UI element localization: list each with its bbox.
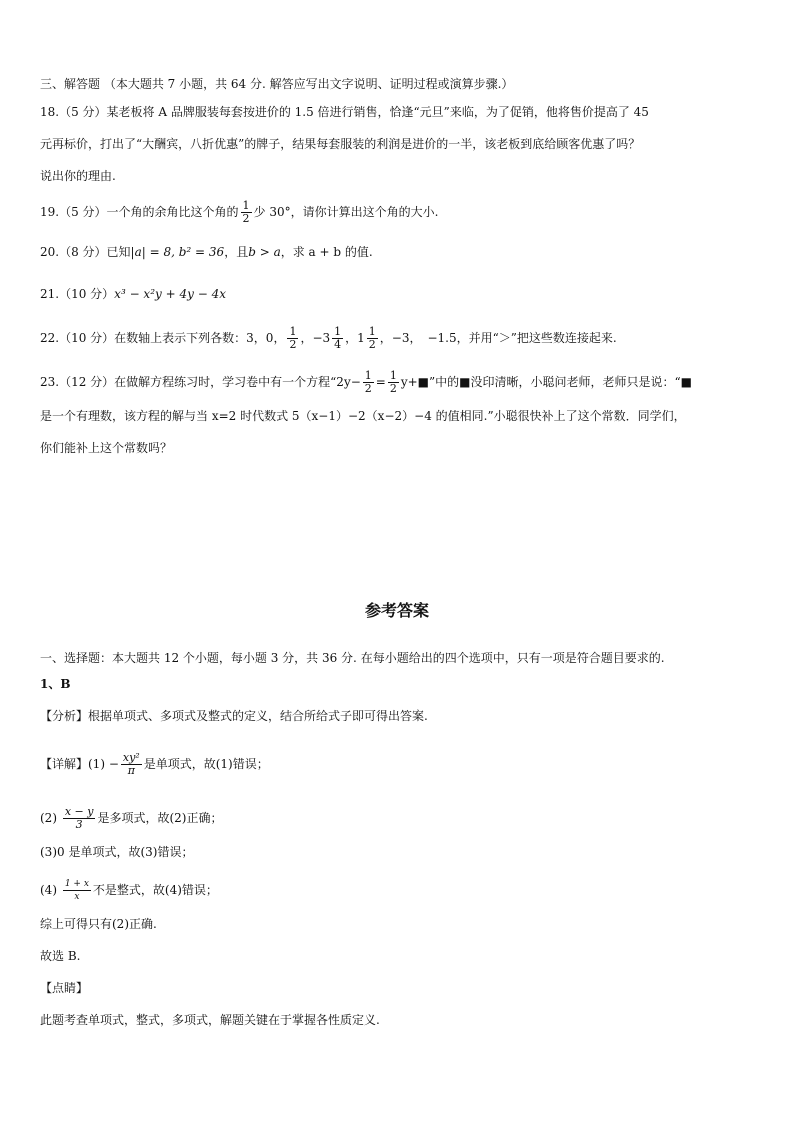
q19-post: 少 30°，请你计算出这个角的大小. (253, 205, 439, 219)
q22-frac3-num: 1 (368, 325, 376, 338)
q20 (40, 244, 754, 260)
answer-choice: 故选 B. (40, 949, 81, 963)
q22-frac1-den: 2 (289, 338, 297, 351)
d4-fraction (63, 878, 91, 903)
q23-post: y+■”中的■没印清晰，小聪问老师，老师只是说：“■ (400, 375, 692, 389)
d2-post: 是多项式，故(2)正确； (97, 811, 223, 825)
d2-fraction (63, 806, 96, 831)
q23-frac2-den: 2 (389, 382, 397, 395)
q20-post: ，求 a + b 的值. (280, 245, 373, 259)
q22-post: ，−3， −1.5，并用“＞”把这些数连接起来. (379, 331, 617, 345)
detail-frac-num: xy² (122, 751, 140, 764)
d2-frac-num: x − y (64, 805, 94, 818)
q23-line3: 你们能补上这个常数吗？ (40, 441, 173, 455)
q19-frac-num: 1 (242, 199, 250, 212)
answer-detail-3: (3)0 是单项式，故(3)错误； (40, 845, 194, 859)
q22-frac1 (287, 326, 298, 351)
answers-title: 参考答案 (364, 601, 429, 620)
q23-eq: = (375, 375, 386, 389)
detail-fraction (121, 752, 142, 777)
answer-dianjing: 【点睛】 (40, 981, 89, 995)
answer-detail-2 (40, 806, 754, 831)
q22 (40, 326, 754, 351)
detail-post: 是单项式，故(1)错误； (143, 757, 269, 771)
q19-fraction (241, 200, 252, 225)
q23-frac1-den: 2 (364, 382, 372, 395)
q22-frac3 (367, 326, 378, 351)
q22-frac1-num: 1 (289, 325, 297, 338)
q22-frac3-den: 2 (368, 338, 376, 351)
answer-summary: 综上可得只有(2)正确. (40, 917, 157, 931)
q22-pre: 22.（10 分）在数轴上表示下列各数：3，0， (40, 331, 286, 345)
q20-math: |a| = 8, b² = 36 (130, 245, 225, 259)
q21-pre: 21.（10 分） (40, 287, 115, 301)
q22-frac2 (332, 326, 343, 351)
q21-math: x³ − x²y + 4y − 4x (114, 287, 226, 301)
q19 (40, 200, 754, 225)
detail-pre: 【详解】(1) (40, 757, 105, 771)
q23-frac1 (363, 370, 374, 395)
section-3-header: 三、解答题 （本大题共 7 小题，共 64 分. 解答应写出文字说明、证明过程或演算步骤.） (40, 77, 514, 91)
answer-detail-4 (40, 878, 754, 903)
q22-frac2-num: 1 (334, 325, 342, 338)
detail-frac-den: π (127, 764, 135, 777)
q22-sep2: ，1 (345, 331, 365, 345)
q20-mid: ，且 (224, 245, 249, 259)
answer-detail-1 (40, 752, 754, 777)
d4-frac-num: 1 + x (64, 879, 89, 889)
q23-line1 (40, 370, 754, 395)
q23-frac2 (388, 370, 399, 395)
answer-analysis: 【分析】根据单项式、多项式及整式的定义，结合所给式子即可得出答案. (40, 709, 428, 723)
d2-frac-den: 3 (75, 818, 83, 831)
q18-line2: 元再标价，打出了“大酬宾，八折优惠”的牌子，结果每套服装的利润是进价的一半，该老板到底给顾客优惠了吗？ (40, 137, 641, 151)
q22-frac2-den: 4 (334, 338, 342, 351)
d4-post: 不是整式，故(4)错误； (92, 883, 218, 897)
q23-pre: 23.（12 分）在做解方程练习时，学习卷中有一个方程“2y− (40, 375, 361, 389)
q20-cond: b > a (248, 245, 281, 259)
q18-line1: 18.（5 分）某老板将 A 品牌服装每套按进价的 1.5 倍进行销售，恰逢“元旦”来临，为了促销，他将售价提高了 45 (40, 105, 649, 119)
q23-frac1-num: 1 (364, 369, 372, 382)
q20-pre: 20.（8 分）已知 (40, 245, 131, 259)
answer-dianjing-text: 此题考查单项式，整式，多项式，解题关键在于掌握各性质定义. (40, 1013, 380, 1027)
q19-pre: 19.（5 分）一个角的余角比这个角的 (40, 205, 239, 219)
d4-frac-den: x (74, 892, 80, 902)
q18-line3: 说出你的理由. (40, 169, 116, 183)
d4-pre: (4) (40, 883, 57, 897)
q23-line2: 是一个有理数，该方程的解与当 x=2 时代数式 5（x−1）−2（x−2）−4 的值相同.”小聪很快补上了这个常数．同学们， (40, 409, 686, 423)
answers-section1: 一、选择题：本大题共 12 个小题，每小题 3 分，共 36 分. 在每小题给出的四个选项中，只有一项是符合题目要求的. (40, 651, 665, 665)
detail-neg: − (108, 757, 119, 771)
q22-sep1: ，−3 (300, 331, 331, 345)
d2-pre: (2) (40, 811, 57, 825)
q21 (40, 286, 754, 302)
q23-frac2-num: 1 (389, 369, 397, 382)
answer-1: 1、B (40, 677, 71, 691)
q19-frac-den: 2 (242, 212, 250, 225)
